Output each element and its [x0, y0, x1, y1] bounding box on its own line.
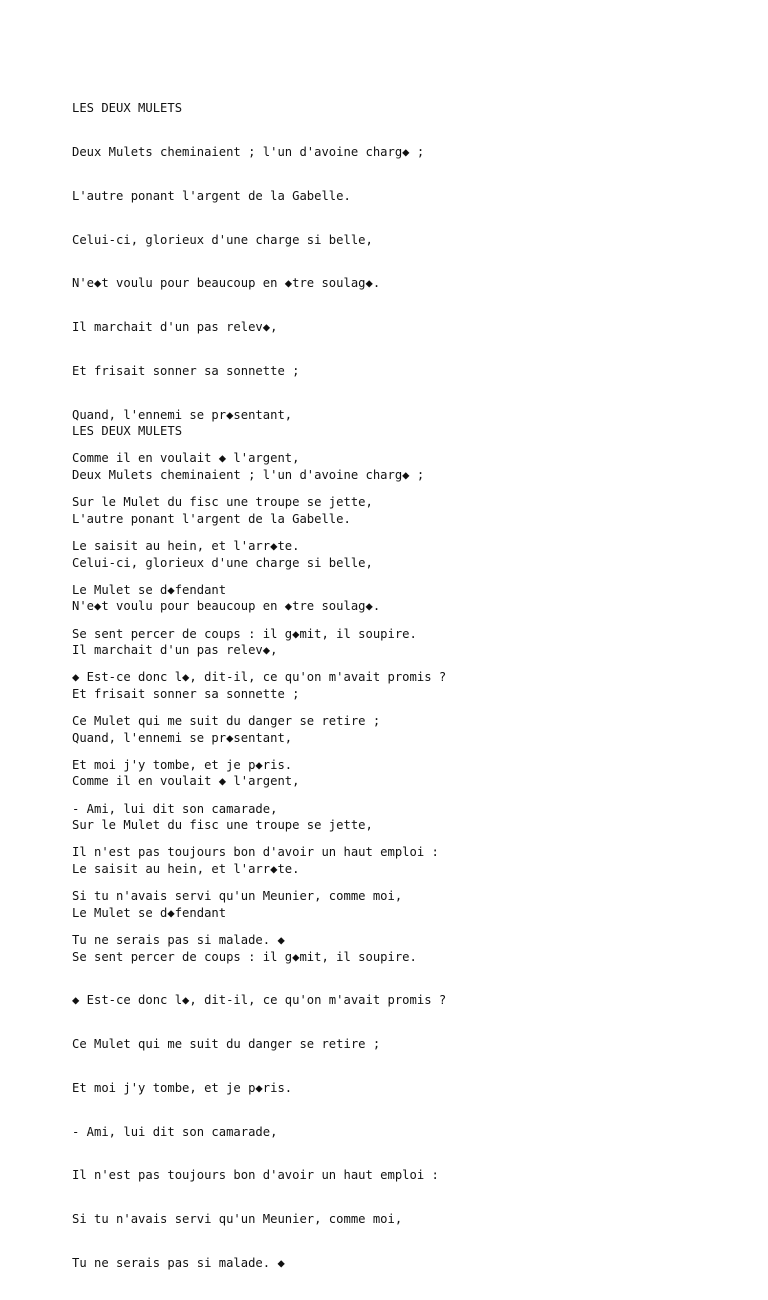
poem-line: Quand, l'ennemi se pr◆sentant,: [72, 407, 293, 422]
poem-line: Le saisit au hein, et l'arr◆te.: [72, 862, 300, 876]
poem-line: - Ami, lui dit son camarade,: [72, 1124, 278, 1139]
poem-line: ◆ Est-ce donc l◆, dit-il, ce qu'on m'avait promis ?: [72, 993, 447, 1008]
poem-title: LES DEUX MULETS: [72, 424, 183, 439]
poem-line: Celui-ci, glorieux d'une charge si belle,: [72, 232, 373, 247]
poem-line: Celui-ci, glorieux d'une charge si belle,: [72, 555, 373, 570]
poem-line: Deux Mulets cheminaient ; l'un d'avoine charg◆ ;: [72, 467, 425, 482]
poem-line: Et moi j'y tombe, et je p◆ris.: [72, 757, 293, 772]
poem-line: Il marchait d'un pas relev◆,: [72, 320, 278, 335]
poem-line: Sur le Mulet du fisc une troupe se jette,: [72, 495, 373, 510]
poem-line: Se sent percer de coups : il g◆mit, il soupire.: [72, 626, 417, 641]
poem-line: Il marchait d'un pas relev◆,: [72, 643, 278, 658]
poem-line: Se sent percer de coups : il g◆mit, il soupire.: [72, 949, 417, 964]
poem-line: Ce Mulet qui me suit du danger se retire ;: [72, 1037, 381, 1052]
poem-line: Ce Mulet qui me suit du danger se retire ;: [72, 714, 381, 729]
poem-line: Le Mulet se d◆fendant: [72, 582, 227, 597]
poem-block: [72, 395, 722, 1300]
poem-line: Sur le Mulet du fisc une troupe se jette,: [72, 818, 373, 833]
poem-line: Tu ne serais pas si malade. ◆: [72, 933, 285, 948]
poem-title: LES DEUX MULETS: [72, 101, 183, 116]
poem-line: Il n'est pas toujours bon d'avoir un haut emploi :: [72, 845, 439, 860]
poem-line: N'e◆t voulu pour beaucoup en ◆tre soulag◆.: [72, 599, 381, 614]
poem-line: Tu ne serais pas si malade. ◆: [72, 1256, 285, 1271]
poem-line: L'autre ponant l'argent de la Gabelle.: [72, 188, 351, 203]
poem-line: Et frisait sonner sa sonnette ;: [72, 686, 300, 701]
poem-line: Deux Mulets cheminaient ; l'un d'avoine charg◆ ;: [72, 144, 425, 159]
poem-line: Si tu n'avais servi qu'un Meunier, comme moi,: [72, 1212, 403, 1227]
poem-line: ◆ Est-ce donc l◆, dit-il, ce qu'on m'avait promis ?: [72, 670, 447, 685]
poem-line: Le saisit au hein, et l'arr◆te.: [72, 539, 300, 553]
poem-line: N'e◆t voulu pour beaucoup en ◆tre soulag◆.: [72, 276, 381, 291]
poem-line: Et frisait sonner sa sonnette ;: [72, 363, 300, 378]
poem-line: Le Mulet se d◆fendant: [72, 905, 227, 920]
poem-line: - Ami, lui dit son camarade,: [72, 801, 278, 816]
poem-line: L'autre ponant l'argent de la Gabelle.: [72, 511, 351, 526]
poem-line: Quand, l'ennemi se pr◆sentant,: [72, 730, 293, 745]
poem-line: Comme il en voulait ◆ l'argent,: [72, 451, 300, 466]
poem-line: Et moi j'y tombe, et je p◆ris.: [72, 1080, 293, 1095]
poem-line: Il n'est pas toujours bon d'avoir un haut emploi :: [72, 1168, 439, 1183]
poem-line: Si tu n'avais servi qu'un Meunier, comme moi,: [72, 889, 403, 904]
poem-line: Comme il en voulait ◆ l'argent,: [72, 774, 300, 789]
